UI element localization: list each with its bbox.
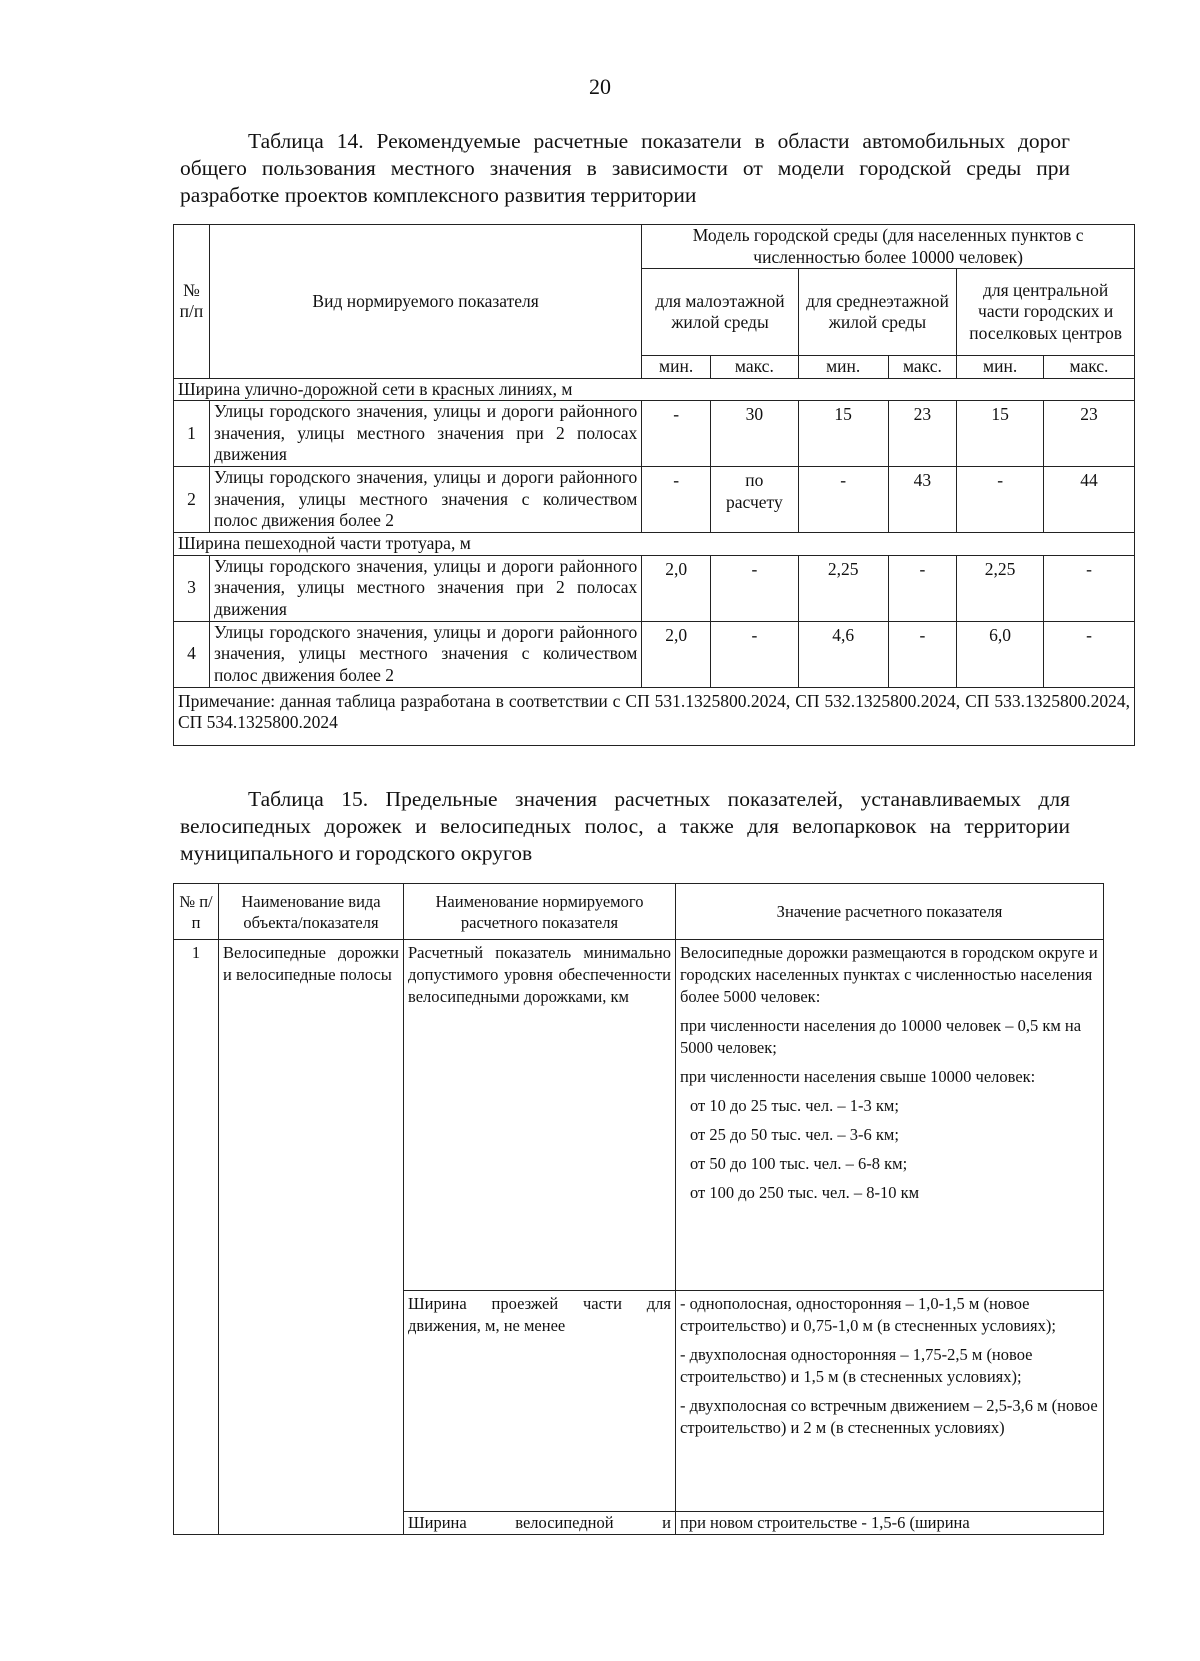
row-num: 1 <box>174 401 210 467</box>
row-num: 2 <box>174 467 210 533</box>
cell-value: 2,25 <box>957 555 1044 621</box>
row-name: Улицы городского значения, улицы и дороги районного значения, улицы местного значения при 2 полосах движения <box>209 401 641 467</box>
value-bike-path-provision <box>676 940 1104 1291</box>
cell-value: - <box>642 467 711 533</box>
cell-value: - <box>798 467 888 533</box>
cell-value: - <box>888 621 957 687</box>
row-num: 1 <box>174 940 219 1535</box>
row-name: Улицы городского значения, улицы и дороги районного значения, улицы местного значения с количеством полос движения более 2 <box>209 467 641 533</box>
header-env-mid: для среднеэтажной жилой среды <box>798 269 957 356</box>
value-line: - двухполосная со встречным движением – 2,5-3,6 м (новое строительство) и 2 м (в стесненных условиях) <box>680 1396 1098 1437</box>
cell-value: 2,0 <box>642 621 711 687</box>
cell-value: - <box>711 621 799 687</box>
row-num: 3 <box>174 555 210 621</box>
value-line: - однополосная, односторонняя – 1,0-1,5 м (новое строительство) и 0,75-1,0 м (в стесненных условиях); <box>680 1294 1056 1335</box>
cell-value: - <box>957 467 1044 533</box>
cell-value: - <box>711 555 799 621</box>
object-name: Велосипедные дорожки и велосипедные полосы <box>219 940 404 1535</box>
header-min: мин. <box>798 356 888 379</box>
cell-value: 43 <box>888 467 957 533</box>
table-14-note: Примечание: данная таблица разработана в соответствии с СП 531.1325800.2024, СП 532.1325800.2024, СП 533.1325800.2024, СП 534.1325800.2024 <box>174 687 1135 745</box>
indicator-bike-path-provision: Расчетный показатель минимально допустимого уровня обеспеченности велосипедными дорожками, км <box>404 940 676 1291</box>
cell-value: 15 <box>957 401 1044 467</box>
cell-value: 2,25 <box>798 555 888 621</box>
table-row <box>174 621 1135 687</box>
header-num: № п/п <box>174 884 219 940</box>
value-line: от 100 до 250 тыс. чел. – 8-10 км <box>690 1183 920 1202</box>
header-max: макс. <box>888 356 957 379</box>
section-row-width-sidewalk: Ширина пешеходной части тротуара, м <box>174 533 1135 556</box>
header-value: Значение расчетного показателя <box>676 884 1104 940</box>
row-num: 4 <box>174 621 210 687</box>
header-env-low: для малоэтажной жилой среды <box>642 269 798 356</box>
cell-value: 44 <box>1043 467 1134 533</box>
header-max: макс. <box>711 356 799 379</box>
header-env-center: для центральной части городских и поселковых центров <box>957 269 1135 356</box>
table-row <box>174 467 1135 533</box>
value-carriageway-width <box>676 1291 1104 1512</box>
cell-value: - <box>642 401 711 467</box>
cell-value: 23 <box>1043 401 1134 467</box>
value-line: Велосипедные дорожки размещаются в городском округе и городских населенных пунктах с численностью населения более 5000 человек: <box>680 943 1098 1006</box>
cell-value: - <box>1043 555 1134 621</box>
cell-value: - <box>888 555 957 621</box>
value-line: от 10 до 25 тыс. чел. – 1-3 км; <box>690 1096 899 1115</box>
cell-value: 23 <box>888 401 957 467</box>
header-indicator: Наименование нормируемого расчетного показателя <box>404 884 676 940</box>
cell-value: 4,6 <box>798 621 888 687</box>
table-15 <box>173 883 1104 1535</box>
header-min: мин. <box>642 356 711 379</box>
cell-value: по расчету <box>711 467 799 533</box>
table-row <box>174 401 1135 467</box>
row-name: Улицы городского значения, улицы и дороги районного значения, улицы местного значения при 2 полосах движения <box>209 555 641 621</box>
header-min: мин. <box>957 356 1044 379</box>
header-object: Наименование вида объекта/показателя <box>219 884 404 940</box>
section-row-width-street: Ширина улично-дорожной сети в красных линиях, м <box>174 378 1135 401</box>
table-row <box>174 555 1135 621</box>
header-max: макс. <box>1043 356 1134 379</box>
value-line: - двухполосная односторонняя – 1,75-2,5 м (новое строительство) и 1,5 м (в стесненных условиях); <box>680 1345 1033 1386</box>
value-line: от 50 до 100 тыс. чел. – 6-8 км; <box>690 1154 908 1173</box>
header-indicator: Вид нормируемого показателя <box>209 225 641 379</box>
value-bike-lane-width: при новом строительстве - 1,5-6 (ширина <box>676 1512 1104 1535</box>
value-line: при численности населения до 10000 человек – 0,5 км на 5000 человек; <box>680 1016 1082 1057</box>
value-line: при численности населения свыше 10000 человек: <box>680 1067 1036 1086</box>
cell-value: 30 <box>711 401 799 467</box>
page-number: 20 <box>589 74 611 99</box>
row-name: Улицы городского значения, улицы и дороги районного значения, улицы местного значения с количеством полос движения более 2 <box>209 621 641 687</box>
cell-value: - <box>1043 621 1134 687</box>
header-num: № п/п <box>174 225 210 379</box>
cell-value: 6,0 <box>957 621 1044 687</box>
indicator-carriageway-width: Ширина проезжей части для движения, м, не менее <box>404 1291 676 1512</box>
indicator-bike-lane-width: Ширина велосипедной и <box>404 1512 676 1535</box>
table-15-caption: Таблица 15. Предельные значения расчетных показателей, устанавливаемых для велосипедных дорожек и велосипедных полос, а также для велопарковок на территории муниципального и городского округов <box>180 787 1070 865</box>
table-14 <box>173 224 1135 746</box>
header-model: Модель городской среды (для населенных пунктов с численностью более 10000 человек) <box>642 225 1135 269</box>
table-14-caption: Таблица 14. Рекомендуемые расчетные показатели в области автомобильных дорог общего пользования местного значения в зависимости от модели городской среды при разработке проектов комплексного развития территории <box>180 129 1070 207</box>
value-line: от 25 до 50 тыс. чел. – 3-6 км; <box>690 1125 899 1144</box>
cell-value: 15 <box>798 401 888 467</box>
cell-value: 2,0 <box>642 555 711 621</box>
